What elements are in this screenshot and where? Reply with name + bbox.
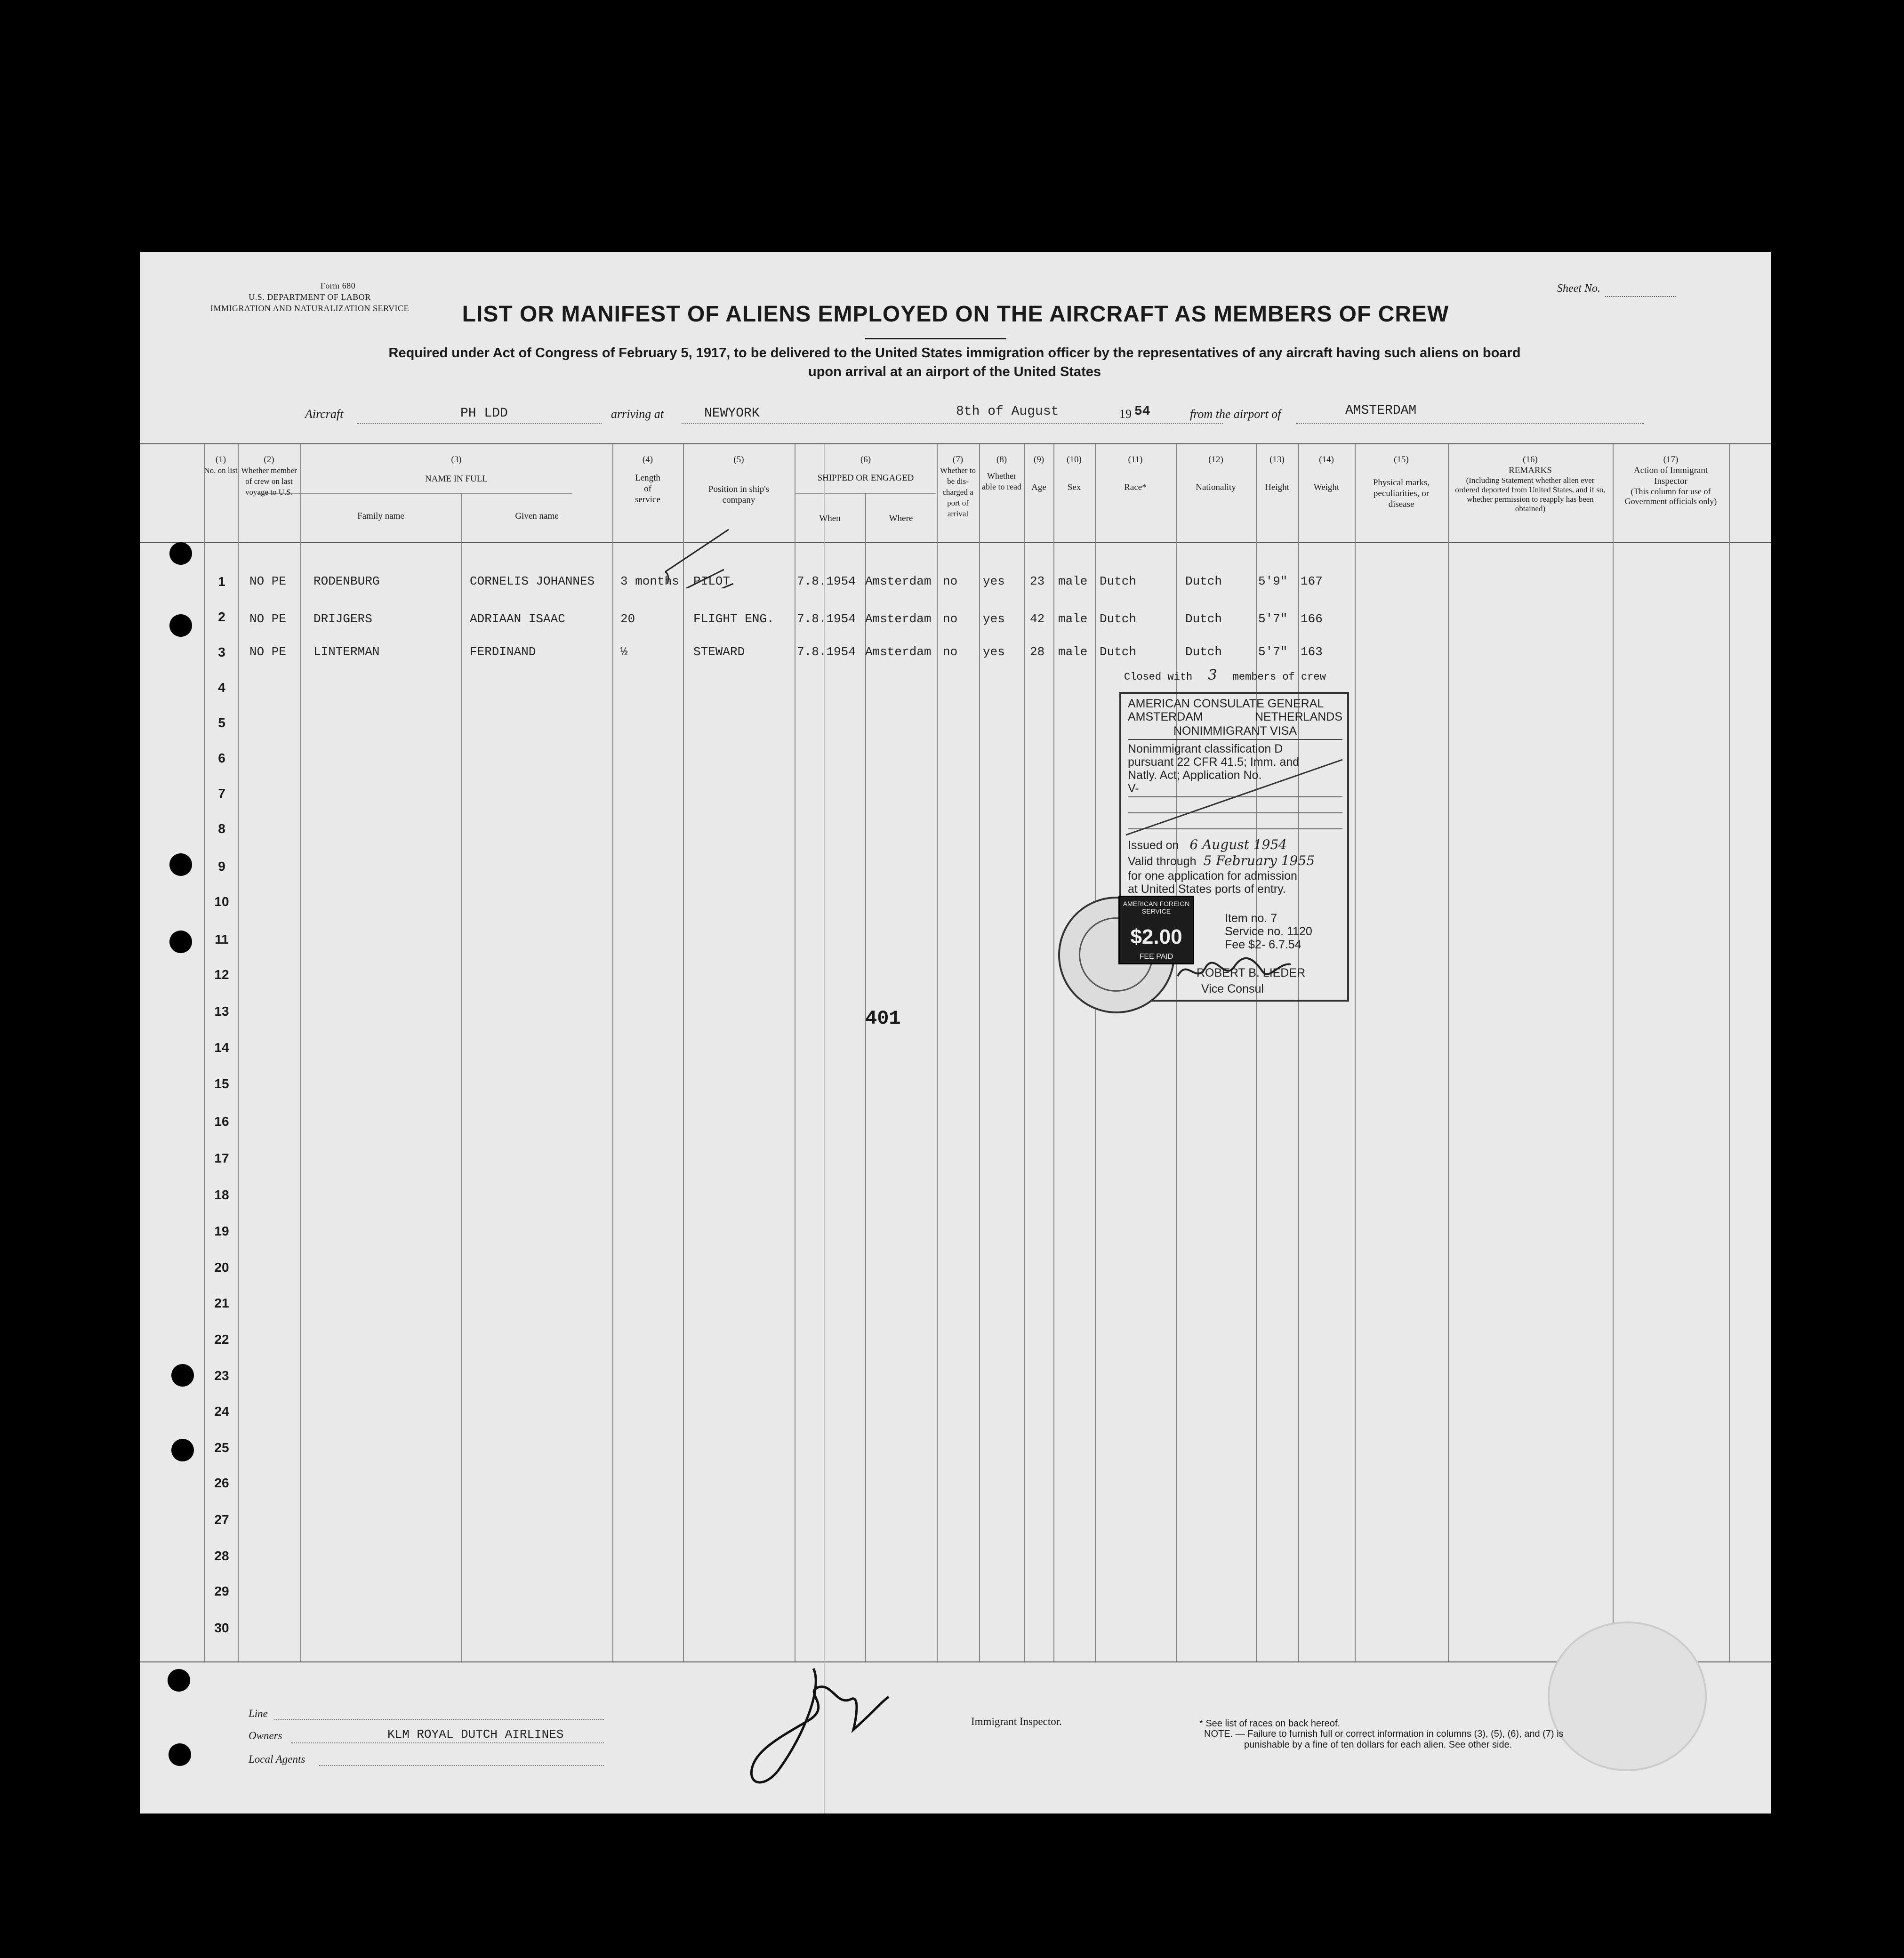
cell-discharged[interactable]: no <box>943 574 958 588</box>
cell-service[interactable]: 3 months <box>620 574 679 588</box>
column-divider <box>1448 444 1449 1661</box>
cell-sex[interactable]: male <box>1058 645 1088 659</box>
cell-read[interactable]: yes <box>983 645 1005 659</box>
cell-where[interactable]: Amsterdam <box>865 574 932 588</box>
row-number: 18 <box>214 1188 229 1202</box>
cell-position[interactable]: STEWARD <box>693 645 745 659</box>
column-divider <box>300 444 301 1661</box>
footnote-races: * See list of races on back hereof. <box>1199 1718 1341 1729</box>
inspector-signature <box>738 1659 898 1796</box>
column-divider <box>683 444 684 1661</box>
col-header-3-given: Given name <box>515 511 559 521</box>
col-header-4: (4) Length of service <box>635 455 660 505</box>
binder-hole <box>171 1439 194 1461</box>
col-header-17: (17) Action of Immigrant Inspector (This column for use of Government officials only) <box>1624 455 1717 506</box>
binder-hole <box>169 853 192 876</box>
closed-note: Closed with 3 members of crew <box>1124 667 1326 683</box>
cell-race[interactable]: Dutch <box>1100 574 1137 588</box>
col-header-3: (3) NAME IN FULL <box>425 455 488 484</box>
row-number: 29 <box>214 1584 229 1598</box>
row-number: 27 <box>214 1512 229 1527</box>
cell-when[interactable]: 7.8.1954 <box>797 574 856 588</box>
owners-label: Owners <box>249 1730 282 1741</box>
table-top-rule <box>140 443 1771 444</box>
row-number: 6 <box>218 751 225 765</box>
cell-height[interactable]: 5'7" <box>1258 645 1288 659</box>
col-header-8: (8) Whether able to read <box>982 455 1021 491</box>
binder-hole <box>169 614 192 637</box>
footnote-fine: NOTE. — Failure to furnish full or correct information in columns (3), (5), (6), and (7) is <box>1204 1729 1564 1739</box>
cell-nationality[interactable]: Dutch <box>1185 574 1222 588</box>
row-number: 30 <box>214 1621 229 1635</box>
cell-given[interactable]: FERDINAND <box>470 645 536 659</box>
cell-service[interactable]: 20 <box>620 612 635 626</box>
fee-stamp: AMERICAN FOREIGN SERVICE $2.00 FEE PAID <box>1118 896 1194 964</box>
col-header-5: (5) Position in ship's company <box>708 455 770 505</box>
owners-field-line <box>291 1741 604 1743</box>
arrival-date[interactable]: 8th of August <box>956 404 1059 419</box>
embossed-seal <box>1548 1621 1707 1771</box>
from-field-line <box>1296 422 1644 424</box>
cell-family[interactable]: DRIJGERS <box>313 612 372 626</box>
cell-last-voyage[interactable]: NO PE <box>249 645 287 659</box>
binder-hole <box>168 1669 190 1692</box>
sheet-number-field[interactable] <box>1605 296 1676 297</box>
table-bottom-rule <box>140 1661 1771 1662</box>
binder-hole <box>171 1364 194 1387</box>
subtitle-line-1: Required under Act of Congress of February 5, 1917, to be delivered to the United States immigration officer by the representatives of any aircraft having such aliens on board <box>388 345 1521 361</box>
col-header-9: (9) Age <box>1031 455 1046 492</box>
col-header-10: (10) Sex <box>1067 455 1082 492</box>
cell-weight[interactable]: 166 <box>1301 612 1323 626</box>
column-divider <box>461 493 462 1661</box>
local-agents-label: Local Agents <box>249 1753 305 1765</box>
col-header-1: (1) No. on list <box>204 455 238 475</box>
col-header-6-when: When <box>819 514 841 523</box>
inspector-label: Immigrant Inspector. <box>971 1716 1062 1727</box>
col-header-11: (11) Race* <box>1124 455 1147 492</box>
row-number: 10 <box>214 894 229 909</box>
row-number: 9 <box>218 859 225 874</box>
cell-read[interactable]: yes <box>983 574 1005 588</box>
line-field-line <box>274 1718 604 1720</box>
col-header-14: (14) Weight <box>1313 455 1340 492</box>
sheet-number-label: Sheet No. <box>1557 282 1600 295</box>
owners-value[interactable]: KLM ROYAL DUTCH AIRLINES <box>387 1727 564 1741</box>
row-number: 3 <box>218 645 225 659</box>
column-divider <box>865 493 866 1661</box>
cell-age[interactable]: 42 <box>1030 612 1045 626</box>
arrival-year[interactable]: 54 <box>1134 404 1150 419</box>
row-number: 12 <box>214 967 229 982</box>
row-number: 23 <box>214 1368 229 1383</box>
cell-position[interactable]: FLIGHT ENG. <box>693 612 774 626</box>
col-header-16: (16) REMARKS (Including Statement whether alien ever ordered deported from United States, and if so, whether permission to reapply has been obtained) <box>1455 455 1606 513</box>
col-header-15: (15) Physical marks, peculiarities, or disease <box>1373 455 1430 509</box>
page-title: LIST OR MANIFEST OF ALIENS EMPLOYED ON THE AIRCRAFT AS MEMBERS OF CREW <box>462 302 1449 327</box>
cell-nationality[interactable]: Dutch <box>1185 612 1222 626</box>
column-divider <box>937 444 938 1661</box>
cell-nationality[interactable]: Dutch <box>1185 645 1222 659</box>
column-divider <box>1095 444 1096 1661</box>
name-subheader-rule <box>257 493 572 494</box>
cell-race[interactable]: Dutch <box>1100 645 1137 659</box>
col-header-13: (13) Height <box>1265 455 1289 492</box>
cell-race[interactable]: Dutch <box>1100 612 1137 626</box>
row-number: 22 <box>214 1332 229 1347</box>
column-divider <box>612 444 613 1661</box>
row-number: 17 <box>214 1151 229 1165</box>
column-divider <box>1053 444 1054 1661</box>
cell-read[interactable]: yes <box>983 612 1005 626</box>
cell-service[interactable]: ½ <box>620 645 628 659</box>
column-divider <box>1298 444 1299 1661</box>
date-field-line <box>955 422 1223 424</box>
visa-stamp: AMERICAN CONSULATE GENERAL AMSTERDAM NETHERLANDS NONIMMIGRANT VISA Nonimmigrant classification D pursuant 22 CFR 41.5; Imm. and Natly. Act; Application No. V- Issued on 6 August 1954 Valid through 5 February 1955 for one application for admission at United States ports of entry. Item no. 7 Service no. 1120 Fee $2- 6.7.54 ROBERT B. LIEDER Vice Consul <box>1119 692 1349 1002</box>
col-header-7: (7) Whether to be dis-charged a port of arrival <box>940 455 976 518</box>
cell-discharged[interactable]: no <box>943 612 958 626</box>
column-divider <box>1024 444 1025 1661</box>
local-agents-field-line <box>319 1764 604 1766</box>
cell-sex[interactable]: male <box>1058 612 1088 626</box>
row-number: 24 <box>214 1404 229 1419</box>
row-number: 16 <box>214 1114 229 1129</box>
page-number: 401 <box>865 1007 901 1030</box>
col-header-6: (6) SHIPPED OR ENGAGED <box>817 455 914 483</box>
table-header-rule <box>140 542 1771 543</box>
row-number: 21 <box>214 1296 229 1310</box>
year-prefix: 19 <box>1119 407 1132 421</box>
page-subtitle <box>291 344 1618 381</box>
row-number: 26 <box>214 1476 229 1490</box>
row-number: 2 <box>218 610 225 624</box>
cell-weight[interactable]: 163 <box>1301 645 1323 659</box>
column-divider <box>238 444 239 1661</box>
cell-sex[interactable]: male <box>1058 574 1088 588</box>
column-divider <box>1729 444 1730 1661</box>
col-header-2: (2) Whether member of crew on last voyage to U.S. <box>241 455 297 497</box>
cell-given[interactable]: ADRIAAN ISAAC <box>470 612 565 626</box>
row-number: 13 <box>214 1004 229 1019</box>
check-marks <box>658 508 790 588</box>
cell-weight[interactable]: 167 <box>1301 574 1323 588</box>
from-airport[interactable]: AMSTERDAM <box>1345 403 1417 418</box>
row-number: 14 <box>214 1040 229 1055</box>
column-divider <box>1176 444 1177 1661</box>
from-label: from the airport of <box>1190 407 1281 421</box>
row-number: 5 <box>218 715 225 730</box>
cell-family[interactable]: RODENBURG <box>313 574 380 588</box>
binder-hole <box>169 931 192 953</box>
cell-last-voyage[interactable]: NO PE <box>249 574 287 588</box>
footnote-fine-cont: punishable by a fine of ten dollars for each alien. See other side. <box>1244 1740 1512 1750</box>
row-number: 28 <box>214 1549 229 1563</box>
binder-hole <box>169 1743 191 1766</box>
row-number: 4 <box>218 680 225 695</box>
cell-where[interactable]: Amsterdam <box>865 612 932 626</box>
cell-where[interactable]: Amsterdam <box>865 645 932 659</box>
service-name: IMMIGRATION AND NATURALIZATION SERVICE <box>210 304 410 313</box>
column-divider <box>979 444 980 1661</box>
department: U.S. DEPARTMENT OF LABOR <box>249 292 371 302</box>
col-header-6-where: Where <box>889 514 913 523</box>
cell-height[interactable]: 5'9" <box>1258 574 1288 588</box>
arriving-label: arriving at <box>611 407 664 421</box>
row-number: 11 <box>215 932 229 947</box>
row-number: 19 <box>214 1224 229 1238</box>
manifest-sheet <box>140 252 1771 1814</box>
row-number: 20 <box>214 1260 229 1275</box>
column-divider <box>1613 444 1614 1661</box>
aircraft-label: Aircraft <box>305 407 344 421</box>
binder-hole <box>169 542 192 565</box>
cell-family[interactable]: LINTERMAN <box>313 645 380 659</box>
column-divider <box>204 444 205 1661</box>
title-rule <box>865 338 1006 339</box>
row-number: 15 <box>214 1076 229 1091</box>
cell-when[interactable]: 7.8.1954 <box>797 645 856 659</box>
cell-when[interactable]: 7.8.1954 <box>797 612 856 626</box>
row-number: 8 <box>218 821 225 836</box>
column-divider <box>1355 444 1356 1661</box>
cell-position[interactable]: PILOT <box>693 574 731 588</box>
cell-age[interactable]: 23 <box>1030 574 1045 588</box>
column-divider <box>1256 444 1257 1661</box>
col-header-12: (12) Nationality <box>1196 455 1236 492</box>
aircraft-value[interactable]: PH LDD <box>460 406 508 421</box>
row-number: 25 <box>214 1440 229 1455</box>
form-number: Form 680 <box>320 281 356 290</box>
line-label: Line <box>249 1708 268 1719</box>
row-number: 7 <box>218 786 225 801</box>
cell-discharged[interactable]: no <box>943 645 958 659</box>
col-header-3-family: Family name <box>357 511 404 521</box>
subtitle-line-2: upon arrival at an airport of the United States <box>808 364 1101 379</box>
cell-height[interactable]: 5'7" <box>1258 612 1288 626</box>
cell-given[interactable]: CORNELIS JOHANNES <box>470 574 595 588</box>
cell-age[interactable]: 28 <box>1030 645 1045 659</box>
arriving-value[interactable]: NEWYORK <box>704 406 760 421</box>
row-number: 1 <box>218 574 225 589</box>
cell-last-voyage[interactable]: NO PE <box>249 612 287 626</box>
aircraft-field-line <box>357 422 602 424</box>
